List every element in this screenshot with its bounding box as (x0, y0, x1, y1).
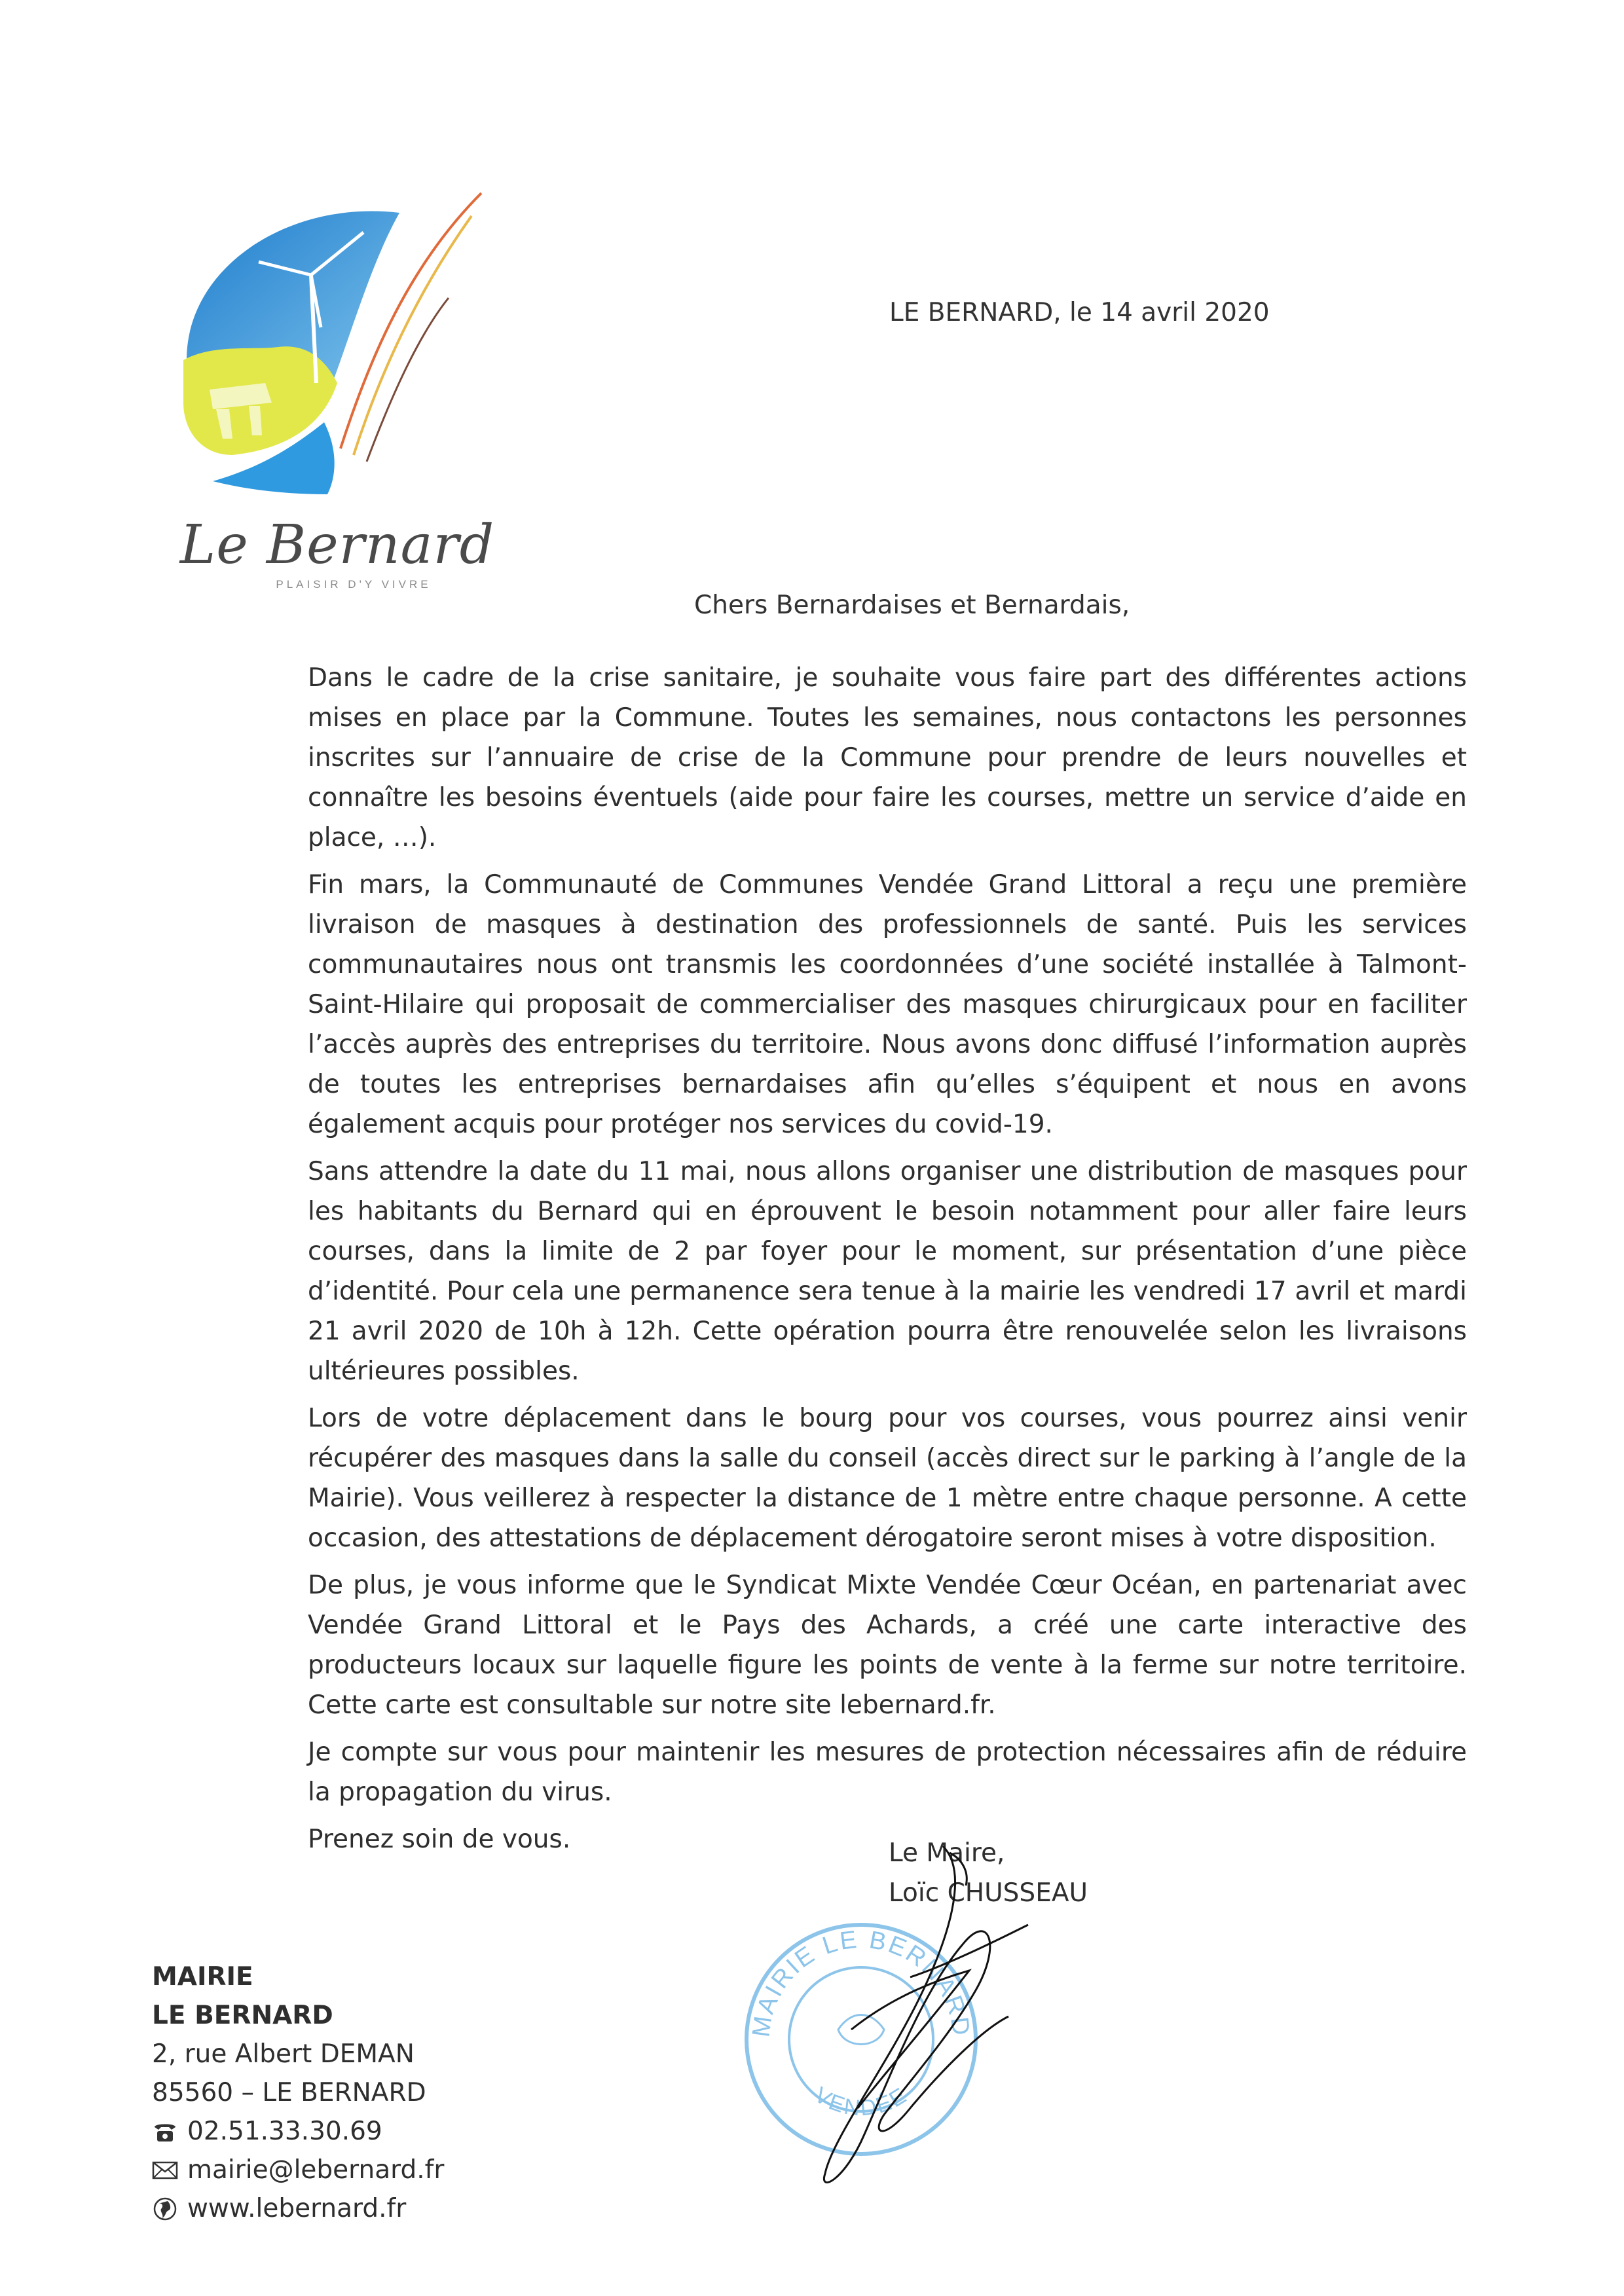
signatory-name: Loïc CHUSSEAU (889, 1878, 1088, 1908)
phone-number: 02.51.33.30.69 (187, 2117, 382, 2146)
paragraph: Dans le cadre de la crise sanitaire, je souhaite vous faire part des différentes actions mises en place par la Commune. Toutes les semaines, nous contactons les personnes inscrites sur l’annuaire de crise de la Commune pour prendre de leurs nouvelles et connaître les besoins éventuels (aide pour faire les courses, mettre un service d’aide en place, …). (308, 663, 1467, 852)
logo-graphic (174, 187, 501, 527)
address-city: 85560 – LE BERNARD (152, 2078, 426, 2107)
globe-icon (152, 2196, 178, 2222)
place-date: LE BERNARD, le 14 avril 2020 (889, 298, 1270, 327)
salutation: Chers Bernardaises et Bernardais, (694, 591, 1130, 620)
logo (174, 187, 501, 606)
address-street: 2, rue Albert DEMAN (152, 2039, 415, 2069)
paragraph: Lors de votre déplacement dans le bourg pour vos courses, vous pourrez ainsi venir récupérer des masques dans la salle du conseil (accès direct sur le parking à l’angle de la Mairie). Vous veillerez à respecter la distance de 1 mètre entre chaque personne. A cette occasion, des attestations de déplacement dérogatoire seront mises à votre disposition. (308, 1404, 1467, 1553)
email-line (152, 2151, 444, 2189)
paragraph: De plus, je vous informe que le Syndicat Mixte Vendée Cœur Océan, en partenariat avec Vendée Grand Littoral et le Pays des Achards, a créé une carte interactive des producteurs locaux sur laquelle figure les points de vente à la ferme sur notre territoire. Cette carte est consultable sur notre site lebernard.fr. (308, 1571, 1467, 1720)
address-line-1: MAIRIE (152, 1962, 253, 1992)
stamp-text-top: MAIRIE LE BERNARD (747, 1925, 975, 2039)
email-address[interactable]: mairie@lebernard.fr (187, 2155, 445, 2185)
signatory-title: Le Maire, (889, 1838, 1005, 1868)
paragraph: Je compte sur vous pour maintenir les mesures de protection nécessaires afin de réduire la propagation du virus. (308, 1738, 1467, 1807)
address-line-2: LE BERNARD (152, 2001, 333, 2030)
website-url[interactable]: www.lebernard.fr (187, 2194, 407, 2223)
letter-body (308, 658, 1467, 1867)
paragraph: Prenez soin de vous. (308, 1825, 571, 1854)
logo-name: Le Bernard (179, 514, 495, 576)
paragraph: Sans attendre la date du 11 mai, nous allons organiser une distribution de masques pour les habitants du Bernard qui en éprouvent le besoin notamment pour aller faire leurs courses, dans la limite de 2 par foyer pour le moment, sur présentation d’une pièce d’identité. Pour cela une permanence sera tenue à la mairie les vendredi 17 avril et mardi 21 avril 2020 de 10h à 12h. Cette opération pourra être renouvelée selon les livraisons ultérieures possibles. (308, 1157, 1467, 1386)
paragraph: Fin mars, la Communauté de Communes Vendée Grand Littoral a reçu une première livraison de masques à destination des professionnels de santé. Puis les services communautaires nous ont transmis les coordonnées d’une société installée à Talmont-Saint-Hilaire qui proposait de commercialiser des masques chirurgicaux pour en faciliter l’accès auprès des entreprises du territoire. Nous avons donc diffusé l’information auprès de toutes les entreprises bernardaises afin qu’elles s’équipent et nous en avons également acquis pour protéger nos services du covid-19. (308, 870, 1467, 1139)
logo-tagline: PLAISIR D'Y VIVRE (276, 578, 432, 591)
website-line (152, 2189, 444, 2228)
phone-line (152, 2112, 444, 2151)
phone-icon (152, 2121, 178, 2143)
stamp-text-bottom: VENDÉE (810, 2082, 912, 2121)
town-hall-address (152, 1958, 444, 2228)
envelope-icon (152, 2160, 178, 2180)
handwritten-signature (753, 1833, 1080, 2200)
